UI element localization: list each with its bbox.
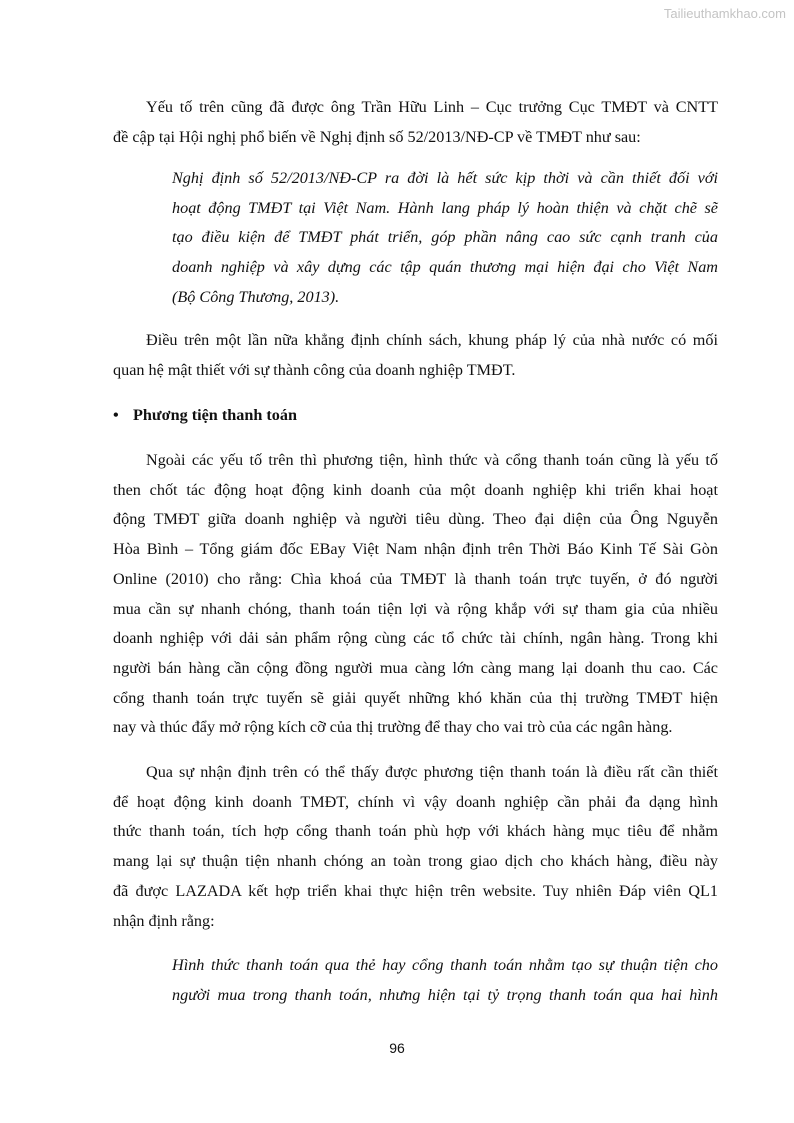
paragraph-line: nay và thúc đẩy mở rộng kích cỡ của thị trường để thay cho vai trò của các ngân hàng. <box>113 718 673 737</box>
paragraph-line: đề cập tại Hội nghị phổ biến về Nghị định số 52/2013/NĐ-CP về TMĐT như sau: <box>113 127 641 146</box>
paragraph-line: quan hệ mật thiết với sự thành công của doanh nghiệp TMĐT. <box>113 360 516 379</box>
paragraph-line: Điều trên một lần nữa khẳng định chính sách, khung pháp lý của nhà nước có mối <box>146 331 718 349</box>
paragraph-line: then chốt tác động hoạt động kinh doanh của một doanh nghiệp khi triển khai hoạt <box>113 480 718 499</box>
paragraph-line: mua cần sự nhanh chóng, thanh toán tiện lợi và rộng khắp với sự tham gia của nhiều <box>113 599 718 618</box>
paragraph-line: Yếu tố trên cũng đã được ông Trần Hữu Linh – Cục trưởng Cục TMĐT và CNTT <box>146 98 718 116</box>
paragraph-line: nhận định rằng: <box>113 911 215 930</box>
paragraph-line: Hòa Bình – Tổng giám đốc EBay Việt Nam nhận định trên Thời Báo Kinh Tế Sài Gòn <box>113 540 718 559</box>
section-heading <box>113 400 297 430</box>
page-number: 96 <box>389 1040 405 1056</box>
quote-line: người mua trong thanh toán, nhưng hiện tại tỷ trọng thanh toán qua hai hình <box>172 985 718 1004</box>
bullet-icon: • <box>113 406 119 424</box>
paragraph-line: thức thanh toán, tích hợp cổng thanh toán phù hợp với khách hàng mục tiêu để nhằm <box>113 822 718 841</box>
paragraph-line: cổng thanh toán trực tuyến sẽ giải quyết những khó khăn của thị trường TMĐT hiện <box>113 688 718 707</box>
paragraph-line: Ngoài các yếu tố trên thì phương tiện, hình thức và cổng thanh toán cũng là yếu tố <box>146 451 718 469</box>
paragraph-line: Online (2010) cho rằng: Chìa khoá của TMĐT là thanh toán trực tuyến, ở đó người <box>113 569 718 588</box>
paragraph-line: động TMĐT giữa doanh nghiệp và người tiêu dùng. Theo đại diện của Ông Nguyễn <box>113 510 718 529</box>
paragraph-line: Qua sự nhận định trên có thể thấy được phương tiện thanh toán là điều rất cần thiết <box>146 763 718 781</box>
quote-line: tạo điều kiện để TMĐT phát triển, góp phần nâng cao sức cạnh tranh của <box>172 228 718 247</box>
quote-line: Nghị định số 52/2013/NĐ-CP ra đời là hết sức kịp thời và cần thiết đối với <box>172 169 718 187</box>
quote-line: hoạt động TMĐT tại Việt Nam. Hành lang pháp lý hoàn thiện và chặt chẽ sẽ <box>172 198 718 217</box>
watermark: Tailieuthamkhao.com <box>663 6 786 21</box>
paragraph-line: người bán hàng cần cộng đồng người mua càng lớn càng mang lại doanh thu cao. Các <box>113 658 718 677</box>
paragraph-line: đã được LAZADA kết hợp triển khai thực hiện trên website. Tuy nhiên Đáp viên QL1 <box>113 881 718 900</box>
quote-line: Hình thức thanh toán qua thẻ hay cổng thanh toán nhằm tạo sự thuận tiện cho <box>172 956 718 974</box>
paragraph-line: doanh nghiệp với dải sản phẩm rộng cùng các tổ chức tài chính, ngân hàng. Trong khi <box>113 629 718 648</box>
quote-line: doanh nghiệp và xây dựng các tập quán thương mại hiện đại cho Việt Nam <box>172 258 718 277</box>
section-heading-text: Phương tiện thanh toán <box>133 406 297 424</box>
quote-line: (Bộ Công Thương, 2013). <box>172 287 340 306</box>
paragraph-line: để hoạt động kinh doanh TMĐT, chính vì vậy doanh nghiệp cần phải đa dạng hình <box>113 792 718 811</box>
paragraph-line: mang lại sự thuận tiện nhanh chóng an toàn trong giao dịch cho khách hàng, điều này <box>113 852 718 871</box>
